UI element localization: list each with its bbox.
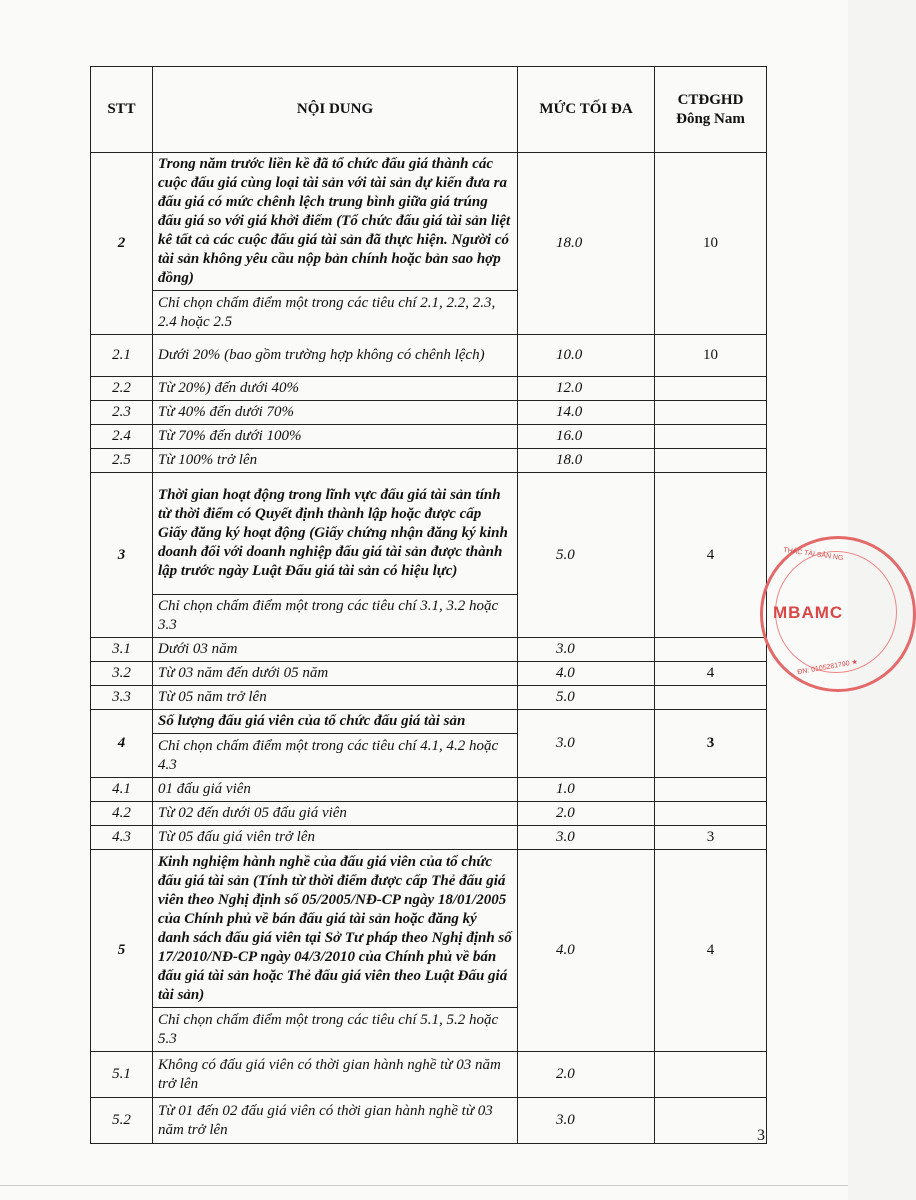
row-score [655, 638, 767, 662]
row-stt: 2.3 [91, 401, 153, 425]
row-max: 3.0 [518, 710, 655, 778]
row-max: 4.0 [518, 662, 655, 686]
row-score [655, 802, 767, 826]
row-note: Chỉ chọn chấm điểm một trong các tiêu chí 3.1, 3.2 hoặc 3.3 [153, 595, 518, 638]
table-row [91, 1052, 767, 1098]
row-stt: 5.2 [91, 1098, 153, 1144]
table-row [91, 826, 767, 850]
row-content: Từ 70% đến dưới 100% [153, 425, 518, 449]
row-stt: 2.1 [91, 335, 153, 377]
row-score [655, 425, 767, 449]
table-row [91, 473, 767, 595]
stamp-top-text: THÁC TÀI SẢN NG [782, 546, 844, 563]
row-content: Không có đấu giá viên có thời gian hành nghề từ 03 năm trở lên [153, 1052, 518, 1098]
scoring-table [90, 66, 767, 1144]
row-max: 2.0 [518, 802, 655, 826]
header-stt: STT [91, 67, 153, 153]
row-score [655, 686, 767, 710]
row-content: Từ 01 đến 02 đấu giá viên có thời gian hành nghề từ 03 năm trở lên [153, 1098, 518, 1144]
table-header-row [91, 67, 767, 153]
page-number: 3 [757, 1127, 765, 1144]
row-max: 3.0 [518, 1098, 655, 1144]
company-stamp [760, 536, 916, 692]
header-org: CTĐGHD Đông Nam [655, 67, 767, 153]
row-stt: 2.5 [91, 449, 153, 473]
row-score [655, 1052, 767, 1098]
table-row [91, 153, 767, 291]
table-row [91, 377, 767, 401]
row-content: Kinh nghiệm hành nghề của đấu giá viên của tổ chức đấu giá tài sản (Tính từ thời điểm được cấp Thẻ đấu giá viên theo Nghị định số 05/2005/NĐ-CP ngày 18/01/2005 của Chính phủ về bán đấu giá tài sản hoặc đăng ký danh sách đấu giá viên tại Sở Tư pháp theo Nghị định số 17/2010/NĐ-CP ngày 04/3/2010 của Chính phủ về bán đấu giá tài sản hoặc Thẻ đấu giá viên theo Luật Đấu giá tài sản) [153, 850, 518, 1008]
row-score: 3 [655, 710, 767, 778]
row-note: Chỉ chọn chấm điểm một trong các tiêu chí 5.1, 5.2 hoặc 5.3 [153, 1008, 518, 1052]
row-stt: 3.3 [91, 686, 153, 710]
table-row [91, 449, 767, 473]
table-row [91, 850, 767, 1008]
row-max: 4.0 [518, 850, 655, 1052]
row-max: 5.0 [518, 686, 655, 710]
row-max: 2.0 [518, 1052, 655, 1098]
scan-edge [0, 1185, 848, 1186]
row-max: 3.0 [518, 826, 655, 850]
row-content: 01 đấu giá viên [153, 778, 518, 802]
row-content: Từ 40% đến dưới 70% [153, 401, 518, 425]
table-row [91, 638, 767, 662]
row-score: 4 [655, 850, 767, 1052]
row-stt: 4.1 [91, 778, 153, 802]
row-stt: 5.1 [91, 1052, 153, 1098]
row-score [655, 449, 767, 473]
table-row [91, 802, 767, 826]
row-stt: 5 [91, 850, 153, 1052]
stamp-bottom-text: ĐN: 0105281790 ★ [796, 658, 859, 677]
row-max: 3.0 [518, 638, 655, 662]
row-content: Thời gian hoạt động trong lĩnh vực đấu giá tài sản tính từ thời điểm có Quyết định thành lập hoặc được cấp Giấy đăng ký hoạt động (Giấy chứng nhận đăng ký kinh doanh đối với doanh nghiệp đấu giá tài sản được thành lập trước ngày Luật Đấu giá tài sản có hiệu lực) [153, 473, 518, 595]
header-max-score: MỨC TỐI ĐA [518, 67, 655, 153]
row-max: 18.0 [518, 153, 655, 335]
row-stt: 3.1 [91, 638, 153, 662]
row-stt: 4.3 [91, 826, 153, 850]
row-note: Chỉ chọn chấm điểm một trong các tiêu chí 4.1, 4.2 hoặc 4.3 [153, 734, 518, 778]
row-stt: 3 [91, 473, 153, 638]
row-content: Dưới 20% (bao gồm trường hợp không có chênh lệch) [153, 335, 518, 377]
stamp-name: MBAMC [773, 603, 844, 622]
header-content: NỘI DUNG [153, 67, 518, 153]
row-content: Từ 20%) đến dưới 40% [153, 377, 518, 401]
table-row [91, 335, 767, 377]
row-score [655, 401, 767, 425]
row-stt: 4 [91, 710, 153, 778]
row-max: 14.0 [518, 401, 655, 425]
row-stt: 4.2 [91, 802, 153, 826]
row-max: 1.0 [518, 778, 655, 802]
row-stt: 3.2 [91, 662, 153, 686]
table-row [91, 778, 767, 802]
row-content: Trong năm trước liền kề đã tổ chức đấu giá thành các cuộc đấu giá cùng loại tài sản với tài sản dự kiến đưa ra đấu giá có mức chênh lệch trung bình giữa giá trúng đấu giá so với giá khởi điểm (Tổ chức đấu giá tài sản liệt kê tất cả các cuộc đấu giá tài sản đã thực hiện. Người có tài sản không yêu cầu nộp bản chính hoặc bản sao hợp đồng) [153, 153, 518, 291]
table-row [91, 1098, 767, 1144]
row-max: 10.0 [518, 335, 655, 377]
row-content: Từ 05 đấu giá viên trở lên [153, 826, 518, 850]
row-stt: 2 [91, 153, 153, 335]
row-content: Từ 03 năm đến dưới 05 năm [153, 662, 518, 686]
row-content: Từ 100% trở lên [153, 449, 518, 473]
table-row [91, 401, 767, 425]
table-row [91, 662, 767, 686]
row-max: 18.0 [518, 449, 655, 473]
row-score [655, 1098, 767, 1144]
table-row [91, 425, 767, 449]
row-score: 10 [655, 153, 767, 335]
row-score: 10 [655, 335, 767, 377]
row-score: 4 [655, 662, 767, 686]
row-max: 16.0 [518, 425, 655, 449]
row-score [655, 377, 767, 401]
row-max: 5.0 [518, 473, 655, 638]
row-stt: 2.4 [91, 425, 153, 449]
row-score [655, 778, 767, 802]
row-score: 4 [655, 473, 767, 638]
row-content: Số lượng đấu giá viên của tổ chức đấu giá tài sản [153, 710, 518, 734]
table-row [91, 710, 767, 734]
row-stt: 2.2 [91, 377, 153, 401]
row-max: 12.0 [518, 377, 655, 401]
row-content: Từ 05 năm trở lên [153, 686, 518, 710]
row-content: Từ 02 đến dưới 05 đấu giá viên [153, 802, 518, 826]
row-content: Dưới 03 năm [153, 638, 518, 662]
row-note: Chỉ chọn chấm điểm một trong các tiêu chí 2.1, 2.2, 2.3, 2.4 hoặc 2.5 [153, 291, 518, 335]
table-row [91, 686, 767, 710]
row-score: 3 [655, 826, 767, 850]
